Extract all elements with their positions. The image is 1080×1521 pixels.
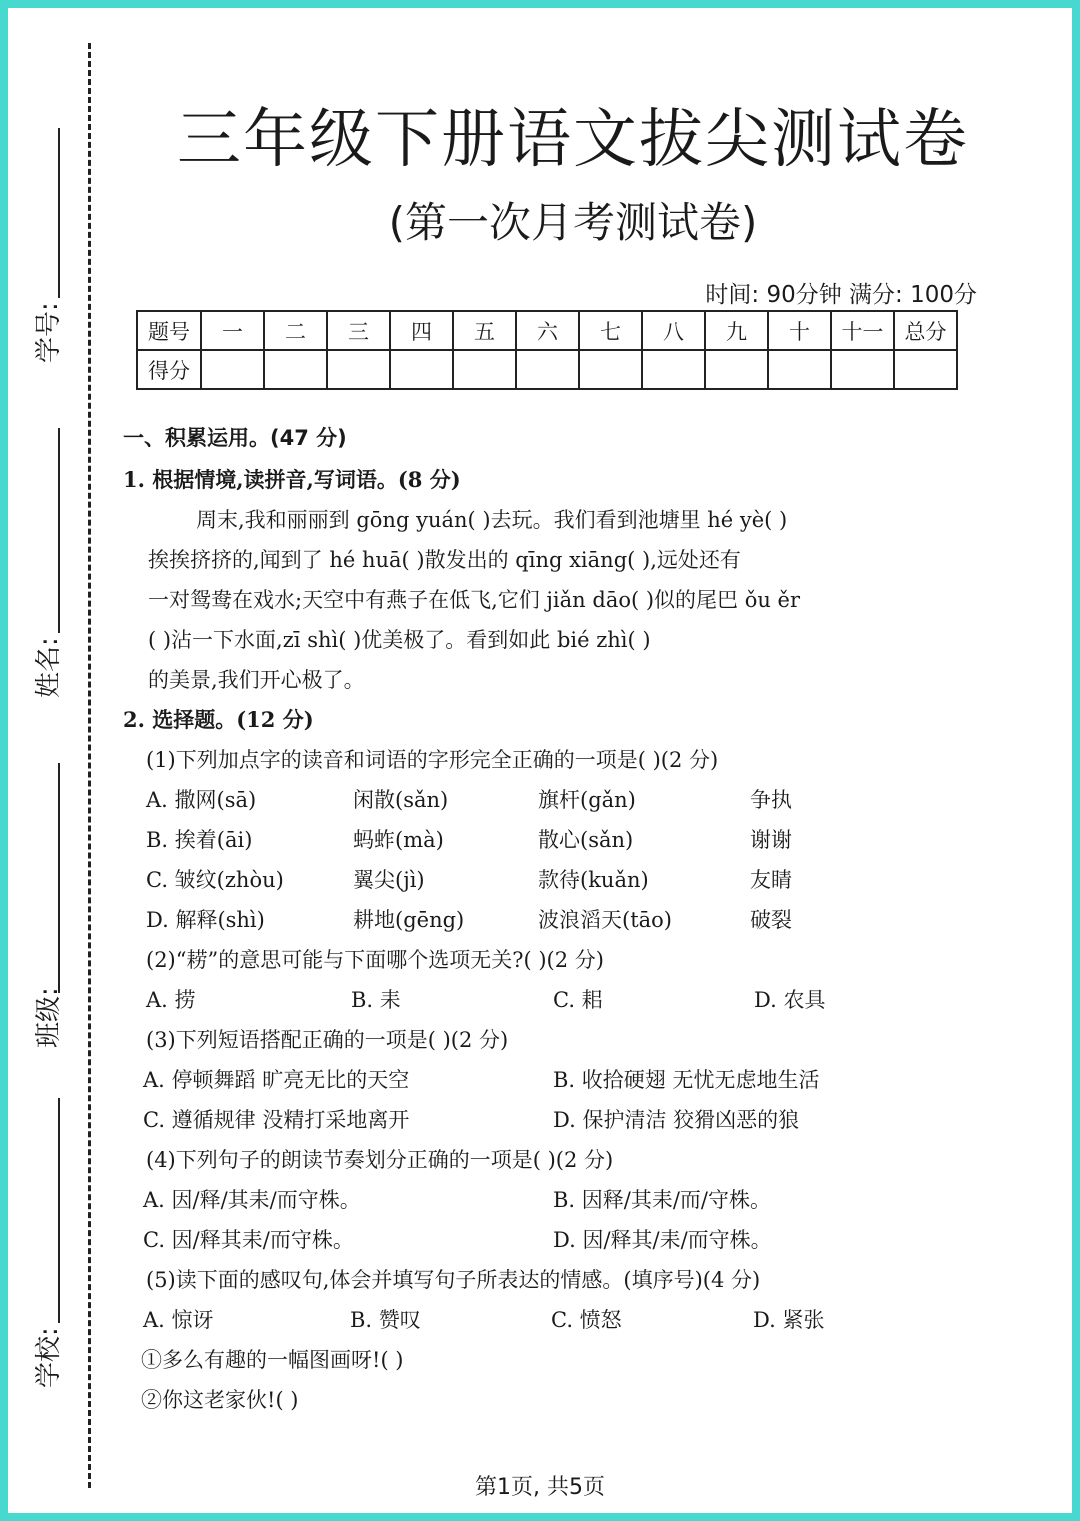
option-text: A. 因/释/其耒/而守株。 xyxy=(143,1188,361,1212)
option-text: 争执 xyxy=(750,788,792,812)
passage-line: 周末,我和丽丽到 gōng yuán( )去玩。我们看到池塘里 hé yè( ) xyxy=(196,508,788,532)
name-label: 姓名: xyxy=(34,637,64,698)
score-cell[interactable] xyxy=(264,350,327,389)
sub-question-stem: (5)读下面的感叹句,体会并填写句子所表达的情感。(填序号)(4 分) xyxy=(146,1268,761,1292)
exclamation-item: ①多么有趣的一幅图画呀!( ) xyxy=(141,1348,404,1372)
option-text: 耕地(gēng) xyxy=(353,908,465,932)
score-header-cell: 总分 xyxy=(894,311,957,350)
sub-question-stem: (1)下列加点字的读音和词语的字形完全正确的一项是( )(2 分) xyxy=(146,748,719,772)
page-subtitle: (第一次月考测试卷) xyxy=(388,198,758,247)
score-cell[interactable] xyxy=(516,350,579,389)
score-cell[interactable] xyxy=(768,350,831,389)
option-text: 友睛 xyxy=(750,868,792,892)
score-header-cell: 十 xyxy=(768,311,831,350)
option-text: B. 赞叹 xyxy=(350,1308,421,1332)
score-cell[interactable] xyxy=(642,350,705,389)
option-text: B. 收拾硬翅 无忧无虑地生活 xyxy=(553,1068,820,1092)
option-text: A. 撒网(sā) xyxy=(146,788,257,812)
passage-line: ( )沾一下水面,zī shì( )优美极了。看到如此 bié zhì( ) xyxy=(148,628,651,652)
passage-line: 一对鸳鸯在戏水;天空中有燕子在低飞,它们 jiǎn dāo( )似的尾巴 ǒu ěr xyxy=(148,588,801,612)
sub-question-stem: (4)下列句子的朗读节奏划分正确的一项是( )(2 分) xyxy=(146,1148,614,1172)
name-line xyxy=(58,428,60,633)
school-label: 学校: xyxy=(34,1327,64,1388)
score-header-cell: 九 xyxy=(705,311,768,350)
score-cell[interactable] xyxy=(894,350,957,389)
option-text: B. 耒 xyxy=(351,988,401,1012)
passage-line: 的美景,我们开心极了。 xyxy=(148,668,365,692)
option-text: 破裂 xyxy=(750,908,792,932)
exam-paper xyxy=(8,8,1072,1513)
sub-question-stem: (2)“耢”的意思可能与下面哪个选项无关?( )(2 分) xyxy=(146,948,604,972)
score-table-header-row xyxy=(137,311,957,350)
option-text: D. 紧张 xyxy=(753,1308,825,1332)
option-text: 翼尖(jì) xyxy=(353,868,425,892)
option-text: A. 捞 xyxy=(146,988,196,1012)
option-text: D. 因/释其/耒/而守株。 xyxy=(553,1228,772,1252)
option-text: C. 耜 xyxy=(553,988,603,1012)
binding-dashed-line xyxy=(88,43,91,1488)
student-id-label: 学号: xyxy=(34,302,64,363)
option-text: C. 遵循规律 没精打采地离开 xyxy=(143,1108,410,1132)
score-header-cell: 一 xyxy=(201,311,264,350)
option-text: 谢谢 xyxy=(750,828,792,852)
score-row-label: 得分 xyxy=(137,350,201,389)
option-text: D. 保护清洁 狡猾凶恶的狼 xyxy=(553,1108,800,1132)
option-text: 闲散(sǎn) xyxy=(353,788,449,812)
question-heading: 1. 根据情境,读拼音,写词语。(8 分) xyxy=(123,467,461,492)
score-header-cell: 题号 xyxy=(137,311,201,350)
question-heading: 2. 选择题。(12 分) xyxy=(123,707,314,732)
sub-question-stem: (3)下列短语搭配正确的一项是( )(2 分) xyxy=(146,1028,509,1052)
score-table-score-row xyxy=(137,350,957,389)
option-text: C. 因/释其耒/而守株。 xyxy=(143,1228,354,1252)
section-heading: 一、积累运用。(47 分) xyxy=(123,426,347,450)
page-number: 第1页, 共5页 xyxy=(475,1475,605,1500)
score-cell[interactable] xyxy=(453,350,516,389)
option-text: D. 解释(shì) xyxy=(146,908,265,932)
score-cell[interactable] xyxy=(327,350,390,389)
score-header-cell: 四 xyxy=(390,311,453,350)
score-header-cell: 八 xyxy=(642,311,705,350)
school-line xyxy=(58,1098,60,1323)
option-text: 蚂蚱(mà) xyxy=(353,828,444,852)
option-text: 散心(sǎn) xyxy=(538,828,634,852)
score-header-cell: 十一 xyxy=(831,311,894,350)
option-text: D. 农具 xyxy=(754,988,826,1012)
score-cell[interactable] xyxy=(390,350,453,389)
option-text: A. 惊讶 xyxy=(143,1308,214,1332)
option-text: 波浪滔天(tāo) xyxy=(538,908,672,932)
score-header-cell: 五 xyxy=(453,311,516,350)
score-cell[interactable] xyxy=(831,350,894,389)
student-id-line xyxy=(58,128,60,298)
score-header-cell: 三 xyxy=(327,311,390,350)
option-text: 旗杆(gǎn) xyxy=(538,788,636,812)
passage-line: 挨挨挤挤的,闻到了 hé huā( )散发出的 qīng xiāng( ),远处还有 xyxy=(148,548,741,572)
exam-meta: 时间: 90分钟 满分: 100分 xyxy=(705,282,977,308)
option-text: A. 停顿舞蹈 旷亮无比的天空 xyxy=(143,1068,410,1092)
score-header-cell: 二 xyxy=(264,311,327,350)
score-cell[interactable] xyxy=(579,350,642,389)
option-text: 款待(kuǎn) xyxy=(538,868,649,892)
score-cell[interactable] xyxy=(201,350,264,389)
option-text: B. 因释/其耒/而/守株。 xyxy=(553,1188,772,1212)
score-cell[interactable] xyxy=(705,350,768,389)
score-table xyxy=(136,310,958,390)
page-title: 三年级下册语文拔尖测试卷 xyxy=(177,103,969,177)
option-text: C. 愤怒 xyxy=(551,1308,622,1332)
score-header-cell: 六 xyxy=(516,311,579,350)
option-text: C. 皱纹(zhòu) xyxy=(146,868,284,892)
class-label: 班级: xyxy=(34,987,64,1048)
option-text: B. 挨着(āi) xyxy=(146,828,253,852)
class-line xyxy=(58,763,60,993)
score-header-cell: 七 xyxy=(579,311,642,350)
exclamation-item: ②你这老家伙!( ) xyxy=(141,1388,299,1412)
